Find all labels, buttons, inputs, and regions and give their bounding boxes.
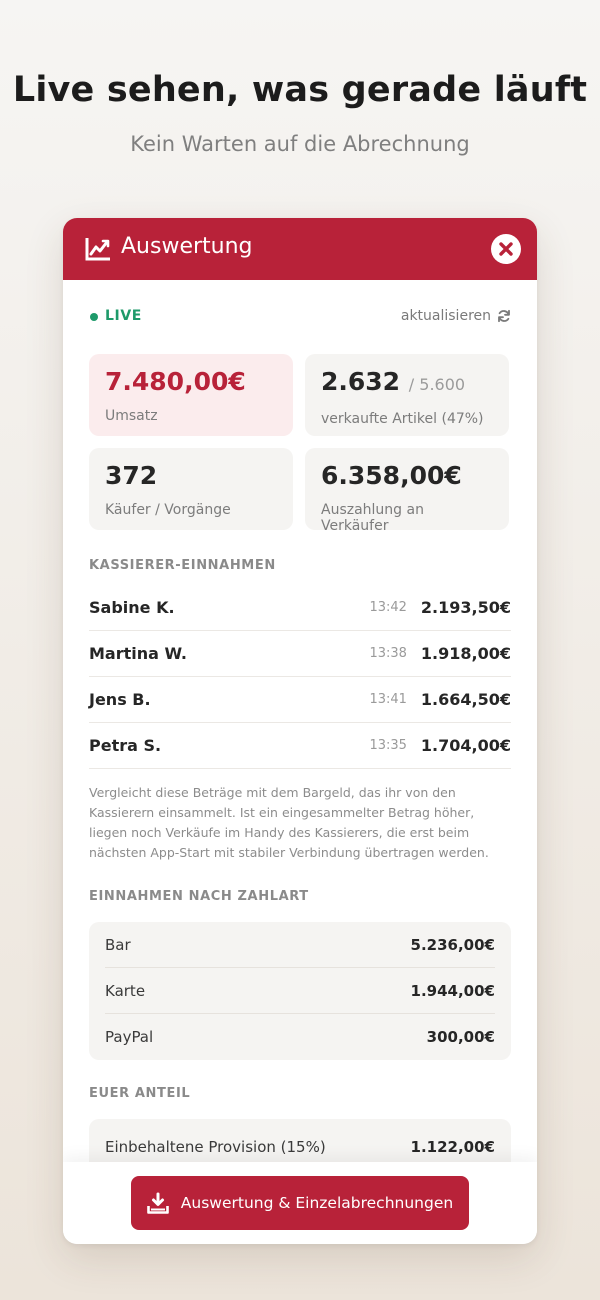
- commission-amount: 1.122,00€: [410, 1138, 495, 1156]
- live-dot-icon: [90, 313, 98, 321]
- table-row: [89, 585, 511, 631]
- items-sold-value: 2.632: [321, 367, 401, 396]
- panel-content: [63, 280, 537, 1175]
- buyers-value: 372: [105, 461, 158, 490]
- payment-amount: 1.944,00€: [410, 981, 495, 1000]
- items-sold-value-wrap: [321, 368, 493, 399]
- commission-label: Einbehaltene Provision (15%): [105, 1138, 326, 1156]
- stat-items-sold: [305, 354, 509, 436]
- cashier-amount: 1.664,50€: [420, 690, 511, 709]
- buyers-label: Käufer / Vorgänge: [105, 502, 231, 518]
- revenue-value: 7.480,00€: [105, 367, 246, 396]
- cashier-amount: 1.704,00€: [420, 736, 511, 755]
- payment-methods-box: [89, 922, 511, 1060]
- chart-line-icon: [85, 237, 111, 261]
- close-button[interactable]: [491, 234, 521, 264]
- cashier-name: Martina W.: [89, 644, 187, 663]
- payout-label: Auszahlung an Verkäufer: [321, 502, 424, 534]
- list-item: [105, 922, 495, 968]
- list-item: [105, 1014, 495, 1060]
- download-report-button[interactable]: [131, 1176, 469, 1230]
- panel-header: [63, 218, 537, 280]
- cashier-name: Petra S.: [89, 736, 162, 755]
- cashier-time: 13:35: [369, 738, 407, 753]
- revenue-label: Umsatz: [105, 408, 158, 424]
- cashier-note: Vergleicht diese Beträge mit dem Bargeld, das ihr von den Kassierern einsammelt. Ist ein eingesammelter Betrag höher, liegen noch Verkäufe im Handy des Kassierers, die erst beim nächsten App-Start mit stabiler Verbindung übertragen werden.: [89, 785, 489, 860]
- payment-amount: 300,00€: [426, 1028, 495, 1046]
- cashier-section-title: KASSIERER-EINNAHMEN: [89, 558, 276, 573]
- download-report-label: Auswertung & Einzelabrechnungen: [180, 1194, 454, 1212]
- stat-buyers: [89, 448, 293, 530]
- table-row: [89, 677, 511, 723]
- list-item: [105, 968, 495, 1014]
- status-row: [89, 280, 511, 354]
- cashier-name: Jens B.: [89, 690, 151, 709]
- table-row: [89, 631, 511, 677]
- stat-revenue: [89, 354, 293, 436]
- payment-section-title: EINNAHMEN NACH ZAHLART: [89, 889, 309, 904]
- stat-payout: [305, 448, 509, 534]
- evaluation-panel: [63, 218, 537, 1244]
- hero-title: Live sehen, was gerade läuft: [12, 70, 588, 110]
- stats-grid: [89, 354, 511, 534]
- payment-label: PayPal: [105, 1028, 154, 1046]
- panel-title: Auswertung: [121, 234, 253, 259]
- cashier-time: 13:42: [369, 600, 407, 615]
- refresh-icon: [497, 309, 511, 323]
- payment-label: Karte: [105, 981, 146, 1000]
- hero-subtitle: Kein Warten auf die Abrechnung: [130, 132, 470, 156]
- items-sold-label: verkaufte Artikel (47%): [321, 411, 484, 427]
- cashier-list: [89, 585, 511, 769]
- cashier-name: Sabine K.: [89, 598, 175, 617]
- share-section-title: EUER ANTEIL: [89, 1086, 191, 1101]
- table-row: [89, 723, 511, 769]
- payment-amount: 5.236,00€: [410, 935, 495, 954]
- payout-value: 6.358,00€: [321, 461, 462, 490]
- live-badge: LIVE: [105, 308, 142, 324]
- payment-label: Bar: [105, 935, 131, 954]
- cashier-time: 13:41: [369, 692, 407, 707]
- refresh-label: aktualisieren: [400, 308, 491, 324]
- refresh-button[interactable]: [401, 308, 511, 324]
- items-total: / 5.600: [408, 375, 466, 394]
- cashier-amount: 2.193,50€: [420, 598, 511, 617]
- download-icon: [147, 1192, 169, 1214]
- close-icon: [499, 242, 513, 256]
- panel-footer: [63, 1162, 537, 1244]
- cashier-time: 13:38: [369, 646, 407, 661]
- cashier-amount: 1.918,00€: [420, 644, 511, 663]
